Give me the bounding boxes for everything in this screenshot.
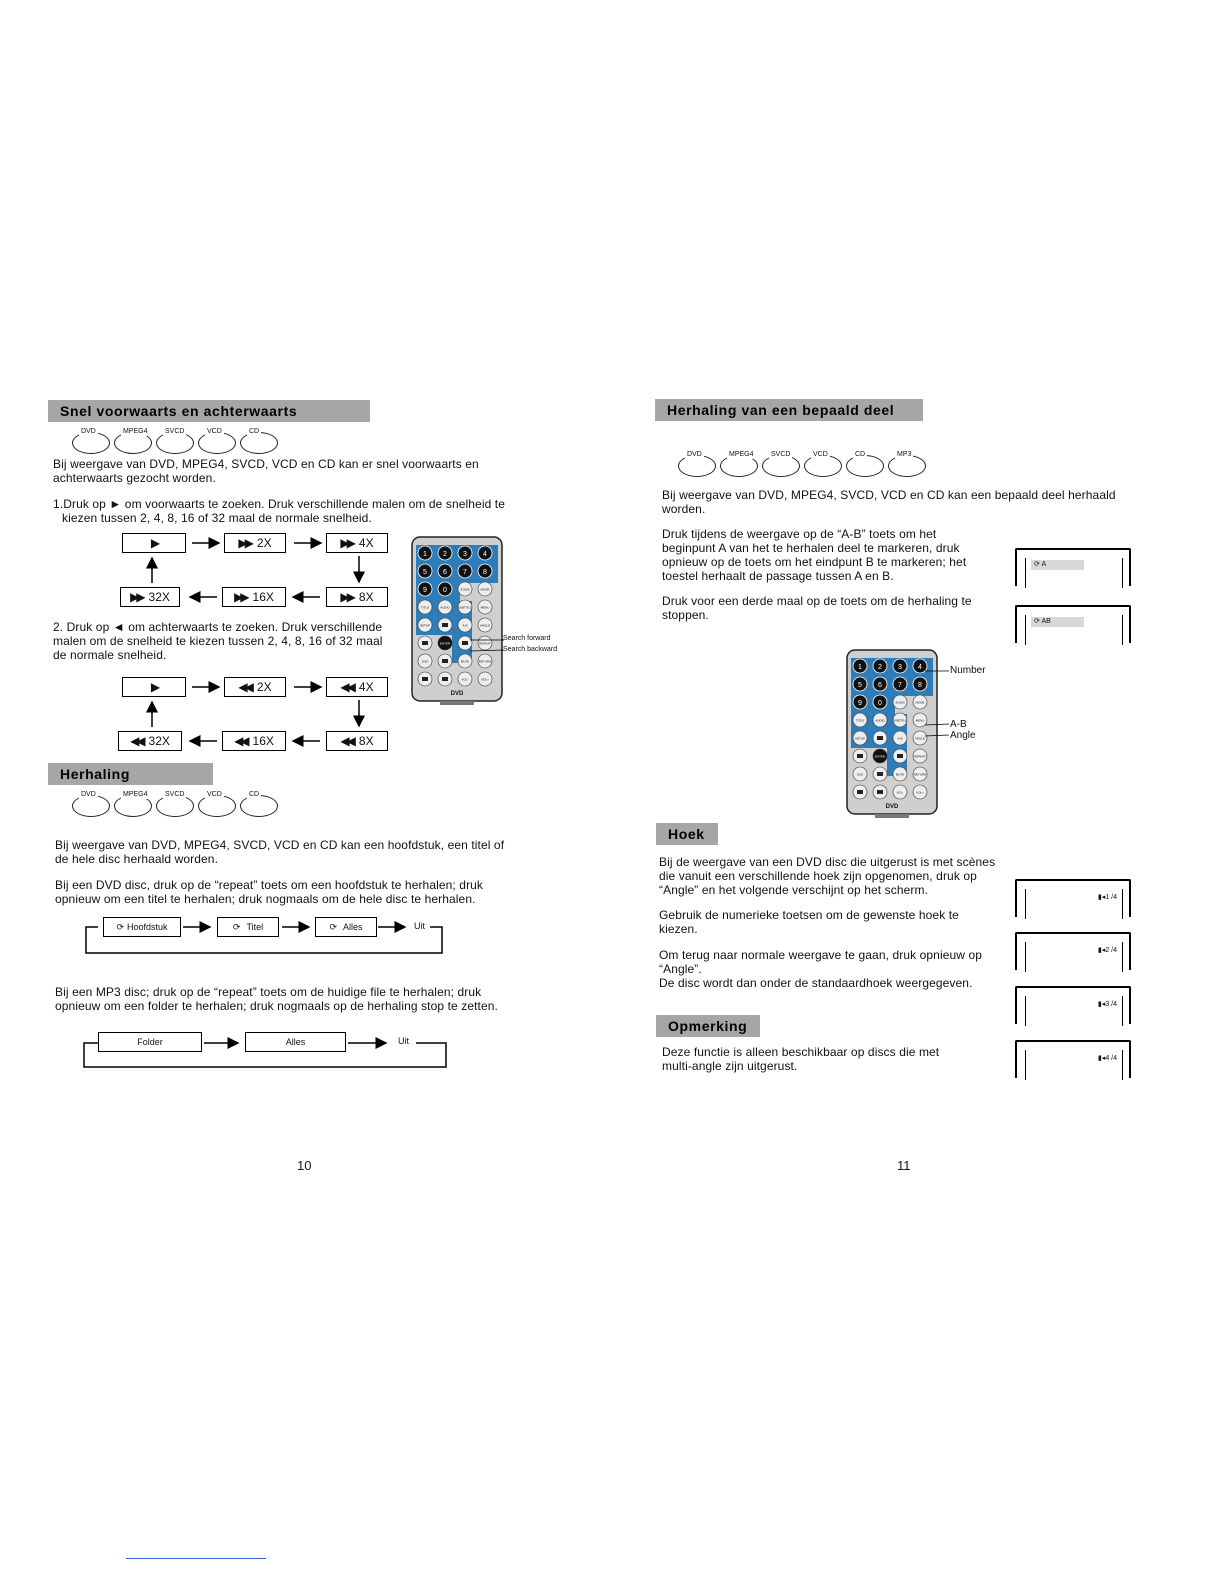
svg-text:3: 3 xyxy=(463,551,467,558)
format-badge-dvd: DVD xyxy=(72,432,110,454)
svg-text:TITLE: TITLE xyxy=(855,718,865,723)
repeat-icon: ⟳ xyxy=(329,921,338,932)
remote-key-audio xyxy=(438,600,452,614)
svg-text:6: 6 xyxy=(878,682,882,689)
remote-transport-icon-4 xyxy=(853,785,867,799)
remote-transport-icon-5 xyxy=(438,672,452,686)
svg-text:5: 5 xyxy=(858,682,862,689)
play-box-fwd: ▶ xyxy=(122,533,186,553)
page-number-left: 10 xyxy=(297,1158,312,1173)
angle-indicator-1: ▮◂1 /4 xyxy=(1097,894,1117,901)
page-number-right: 11 xyxy=(897,1158,911,1173)
remote-transport-icon-4 xyxy=(418,672,432,686)
svg-text:0: 0 xyxy=(443,587,447,594)
repeat-title-box: ⟳ Titel xyxy=(217,917,279,937)
angle-screen-1 xyxy=(1015,879,1131,917)
svg-text:MENU: MENU xyxy=(480,605,490,610)
remote-key-vol+ xyxy=(478,672,492,686)
format-badge-vcd: VCD xyxy=(198,795,236,817)
remote-digit-1 xyxy=(853,659,867,673)
format-badges-repeat xyxy=(72,791,278,817)
label-number: Number xyxy=(950,665,986,676)
svg-text:3: 3 xyxy=(898,664,902,671)
ab-indicator-a: ⟳ A xyxy=(1031,560,1084,570)
svg-text:MODE: MODE xyxy=(915,700,925,705)
remote-key-mode xyxy=(478,582,492,596)
angle-indicator-4: ▮◂4 /4 xyxy=(1097,1055,1117,1062)
screen-ab xyxy=(1015,605,1131,643)
remote-transport-icon-2 xyxy=(893,749,907,763)
remote-key-return xyxy=(478,654,492,668)
remote-digit-0 xyxy=(438,582,452,596)
format-badge-mp3: MP3 xyxy=(888,455,926,477)
svg-text:AUDIO: AUDIO xyxy=(875,718,885,723)
remote-transport-icon-1 xyxy=(853,749,867,763)
angle-screen-2 xyxy=(1015,932,1131,970)
play-box-rev: ▶ xyxy=(122,677,186,697)
svg-text:6: 6 xyxy=(443,569,447,576)
fast-search-step1: 1.Druk op ► om voorwaarts te zoeken. Druk verschillende malen om de snelheid te kiezen tussen 2, 4, 8, 16 of 32 maal de normale snelheid. xyxy=(53,497,506,525)
speed-box-fwd-16x: ▶▶ 16X xyxy=(222,587,286,607)
format-badge-cd: CD xyxy=(846,455,884,477)
angle-return: Om terug naar normale weergave te gaan, druk opnieuw op “Angle”. De disc wordt dan onder de standaardhoek weergegeven. xyxy=(659,948,983,990)
remote-digit-7 xyxy=(458,564,472,578)
remote-key-angle xyxy=(478,618,492,632)
format-badge-svcd: SVCD xyxy=(762,455,800,477)
remote-digit-5 xyxy=(853,677,867,691)
remote-key-setup xyxy=(853,731,867,745)
format-badge-dvd: DVD xyxy=(72,795,110,817)
svg-text:2: 2 xyxy=(878,664,882,671)
svg-text:MODE: MODE xyxy=(480,587,490,592)
repeat-all-box: ⟳ Alles xyxy=(315,917,377,937)
remote-control-left xyxy=(410,535,504,707)
remote-key-zoom xyxy=(893,695,907,709)
svg-text:TITLE: TITLE xyxy=(420,605,430,610)
remote-key-osd xyxy=(418,654,432,668)
search-backward-label: Search backward xyxy=(503,646,558,653)
repeat-dvd-text: Bij een DVD disc, druk op de “repeat” toets om een hoofdstuk te herhalen; druk opnieuw om een titel te herhalen; druk nogmaals om de hele disc te herhalen. xyxy=(55,878,484,906)
svg-text:2: 2 xyxy=(443,551,447,558)
speed-box-fwd-8x: ▶▶ 8X xyxy=(326,587,388,607)
bottom-rule xyxy=(126,1558,266,1559)
camera-icon: ▮◂ xyxy=(1097,947,1106,954)
remote-digit-2 xyxy=(438,546,452,560)
format-badge-vcd: VCD xyxy=(804,455,842,477)
remote-key-menu xyxy=(478,600,492,614)
remote-digit-3 xyxy=(458,546,472,560)
svg-text:ANGLE: ANGLE xyxy=(914,736,926,741)
remote-key-mute xyxy=(893,767,907,781)
remote-digit-9 xyxy=(853,695,867,709)
speed-box-fwd-32x: ▶▶ 32X xyxy=(120,587,180,607)
remote-key-return xyxy=(913,767,927,781)
remote-digit-8 xyxy=(478,564,492,578)
svg-text:AUDIO: AUDIO xyxy=(440,605,450,610)
remote-transport-icon-0 xyxy=(438,618,452,632)
angle-screen-3 xyxy=(1015,986,1131,1024)
svg-text:5: 5 xyxy=(423,569,427,576)
speed-box-rev-2x: ◀◀ 2X xyxy=(224,677,286,697)
svg-text:RETURN: RETURN xyxy=(913,772,927,777)
repeat-intro: Bij weergave van DVD, MPEG4, SVCD, VCD en CD kan een hoofdstuk, een titel of de hele disc herhaald worden. xyxy=(55,838,505,866)
angle-screen-4 xyxy=(1015,1040,1131,1078)
speed-box-fwd-4x: ▶▶ 4X xyxy=(326,533,388,553)
format-badge-mpeg4: MPEG4 xyxy=(114,795,152,817)
svg-text:VOL+: VOL+ xyxy=(481,677,489,682)
repeat-off-label: Uit xyxy=(414,921,425,931)
format-badge-svcd: SVCD xyxy=(156,432,194,454)
remote-digit-3 xyxy=(893,659,907,673)
remote-digit-6 xyxy=(873,677,887,691)
format-badge-cd: CD xyxy=(240,795,278,817)
speed-box-rev-8x: ◀◀ 8X xyxy=(326,731,388,751)
svg-text:REPEAT: REPEAT xyxy=(479,641,491,646)
remote-digit-9 xyxy=(418,582,432,596)
angle-intro: Bij de weergave van een DVD disc die uitgerust is met scènes die vanuit een verschillende hoek zijn opgenomen, druk op “Angle” en het volgende verschijnt op het scherm. xyxy=(659,855,996,897)
svg-text:A-B: A-B xyxy=(462,623,468,628)
svg-text:MENU: MENU xyxy=(915,718,925,723)
svg-text:ANGLE: ANGLE xyxy=(479,623,491,628)
camera-icon: ▮◂ xyxy=(1097,894,1106,901)
svg-text:8: 8 xyxy=(918,682,922,689)
format-badges-ab xyxy=(678,451,926,477)
svg-text:RETURN: RETURN xyxy=(478,659,492,664)
remote-key-audio xyxy=(873,713,887,727)
svg-text:VOL+: VOL+ xyxy=(916,790,924,795)
svg-text:7: 7 xyxy=(898,682,902,689)
ab-instructions: Druk tijdens de weergave op de “A-B” toets om het beginpunt A van het te herhalen deel te markeren, druk opnieuw op de toets om het eindpunt B te markeren; het toestel herhaalt de passage tussen A en B. xyxy=(662,527,967,583)
remote-key-title xyxy=(418,600,432,614)
remote-logo: DVD xyxy=(450,691,464,697)
remote-transport-icon-1 xyxy=(418,636,432,650)
section-title-fast-search: Snel voorwaarts en achterwaarts xyxy=(48,400,370,422)
format-badge-mpeg4: MPEG4 xyxy=(720,455,758,477)
svg-text:MUTE: MUTE xyxy=(895,772,905,777)
svg-text:ENTER: ENTER xyxy=(439,641,451,646)
repeat-icon: ⟳ xyxy=(1034,618,1040,625)
svg-text:MUTE: MUTE xyxy=(460,659,470,664)
section-title-angle: Hoek xyxy=(656,823,718,845)
camera-icon: ▮◂ xyxy=(1097,1055,1106,1062)
screen-a xyxy=(1015,548,1131,586)
note-text: Deze functie is alleen beschikbaar op discs die met multi-angle zijn uitgerust. xyxy=(662,1045,940,1073)
remote-key-vol+ xyxy=(913,785,927,799)
svg-text:4: 4 xyxy=(483,551,487,558)
remote-digit-4 xyxy=(478,546,492,560)
repeat-chapter-box: ⟳ Hoofdstuk xyxy=(103,917,181,937)
search-forward-label: Search forward xyxy=(503,635,551,642)
remote-key-enter xyxy=(438,636,452,650)
svg-text:VOL-: VOL- xyxy=(461,677,469,682)
remote-key-setup xyxy=(418,618,432,632)
svg-text:OSD: OSD xyxy=(421,659,429,664)
section-title-repeat: Herhaling xyxy=(48,763,213,785)
ab-intro: Bij weergave van DVD, MPEG4, SVCD, VCD en CD kan een bepaald deel herhaald worden. xyxy=(662,488,1116,516)
remote-digit-7 xyxy=(893,677,907,691)
angle-indicator-2: ▮◂2 /4 xyxy=(1097,947,1117,954)
svg-text:9: 9 xyxy=(858,700,862,707)
remote-transport-icon-3 xyxy=(438,654,452,668)
svg-text:SUBTITLE: SUBTITLE xyxy=(457,605,473,610)
section-title-ab-repeat: Herhaling van een bepaald deel xyxy=(655,399,923,421)
svg-text:ZOOM: ZOOM xyxy=(460,587,470,592)
remote-key-enter xyxy=(873,749,887,763)
format-badge-mpeg4: MPEG4 xyxy=(114,432,152,454)
fast-search-step2: 2. Druk op ◄ om achterwaarts te zoeken. Druk verschillende malen om de snelheid te kiezen tussen 2, 4, 8, 16 of 32 maal de normale snelheid. xyxy=(53,620,383,662)
remote-digit-6 xyxy=(438,564,452,578)
angle-indicator-3: ▮◂3 /4 xyxy=(1097,1001,1117,1008)
svg-text:SETUP: SETUP xyxy=(419,623,431,628)
remote-key-vol- xyxy=(893,785,907,799)
svg-text:SUBTITLE: SUBTITLE xyxy=(892,718,908,723)
label-angle: Angle xyxy=(950,730,976,741)
svg-text:7: 7 xyxy=(463,569,467,576)
svg-text:ZOOM: ZOOM xyxy=(895,700,905,705)
remote-transport-icon-5 xyxy=(873,785,887,799)
remote-transport-icon-3 xyxy=(873,767,887,781)
format-badge-vcd: VCD xyxy=(198,432,236,454)
svg-text:SETUP: SETUP xyxy=(854,736,866,741)
svg-text:A-B: A-B xyxy=(897,736,903,741)
svg-text:1: 1 xyxy=(858,664,862,671)
repeat-folder-box: Folder xyxy=(98,1032,202,1052)
remote-key-a-b xyxy=(893,731,907,745)
search-label-leaders xyxy=(470,635,506,655)
repeat-icon: ⟳ xyxy=(1034,561,1040,568)
remote-key-vol- xyxy=(458,672,472,686)
angle-select: Gebruik de numerieke toetsen om de gewenste hoek te kiezen. xyxy=(659,908,959,936)
format-badge-dvd: DVD xyxy=(678,455,716,477)
repeat-mp3-text: Bij een MP3 disc; druk op de “repeat” toets om de huidige file te herhalen; druk opnieuw om een folder te herhalen; druk nogmaals op de herhaling stop te zetten. xyxy=(55,985,498,1013)
ab-stop: Druk voor een derde maal op de toets om de herhaling te stoppen. xyxy=(662,594,972,622)
section-title-note: Opmerking xyxy=(656,1015,760,1037)
label-ab: A-B xyxy=(950,719,967,730)
forward-icon: ► xyxy=(109,497,122,511)
remote-transport-icon-0 xyxy=(873,731,887,745)
svg-text:9: 9 xyxy=(423,587,427,594)
remote-digit-0 xyxy=(873,695,887,709)
svg-text:VOL-: VOL- xyxy=(896,790,904,795)
remote-key-repeat xyxy=(913,749,927,763)
camera-icon: ▮◂ xyxy=(1097,1001,1106,1008)
backward-icon: ◄ xyxy=(112,620,125,634)
remote-digit-1 xyxy=(418,546,432,560)
remote-key-mute xyxy=(458,654,472,668)
remote-key-subtitle xyxy=(458,600,472,614)
remote-key-title xyxy=(853,713,867,727)
repeat-all-mp3-box: Alles xyxy=(245,1032,346,1052)
remote-digit-2 xyxy=(873,659,887,673)
svg-text:1: 1 xyxy=(423,551,427,558)
svg-text:8: 8 xyxy=(483,569,487,576)
speed-box-rev-16x: ◀◀ 16X xyxy=(222,731,286,751)
remote-key-a-b xyxy=(458,618,472,632)
repeat-off-mp3-label: Uit xyxy=(398,1036,409,1046)
speed-box-fwd-2x: ▶▶ 2X xyxy=(224,533,286,553)
speed-box-rev-32x: ◀◀ 32X xyxy=(118,731,182,751)
remote-key-subtitle xyxy=(893,713,907,727)
fast-search-intro: Bij weergave van DVD, MPEG4, SVCD, VCD en CD kan er snel voorwaarts en achterwaarts gezocht worden. xyxy=(53,457,479,485)
format-badge-svcd: SVCD xyxy=(156,795,194,817)
remote-logo: DVD xyxy=(885,804,899,810)
remote-digit-5 xyxy=(418,564,432,578)
remote-key-osd xyxy=(853,767,867,781)
svg-text:OSD: OSD xyxy=(856,772,864,777)
remote-key-zoom xyxy=(458,582,472,596)
repeat-icon: ⟳ xyxy=(116,921,124,932)
svg-text:ENTER: ENTER xyxy=(874,754,886,759)
format-badge-cd: CD xyxy=(240,432,278,454)
svg-text:0: 0 xyxy=(878,700,882,707)
svg-text:4: 4 xyxy=(918,664,922,671)
repeat-icon: ⟳ xyxy=(232,921,241,932)
ab-indicator-ab: ⟳ AB xyxy=(1031,617,1084,627)
speed-box-rev-4x: ◀◀ 4X xyxy=(326,677,388,697)
svg-text:REPEAT: REPEAT xyxy=(914,754,926,759)
